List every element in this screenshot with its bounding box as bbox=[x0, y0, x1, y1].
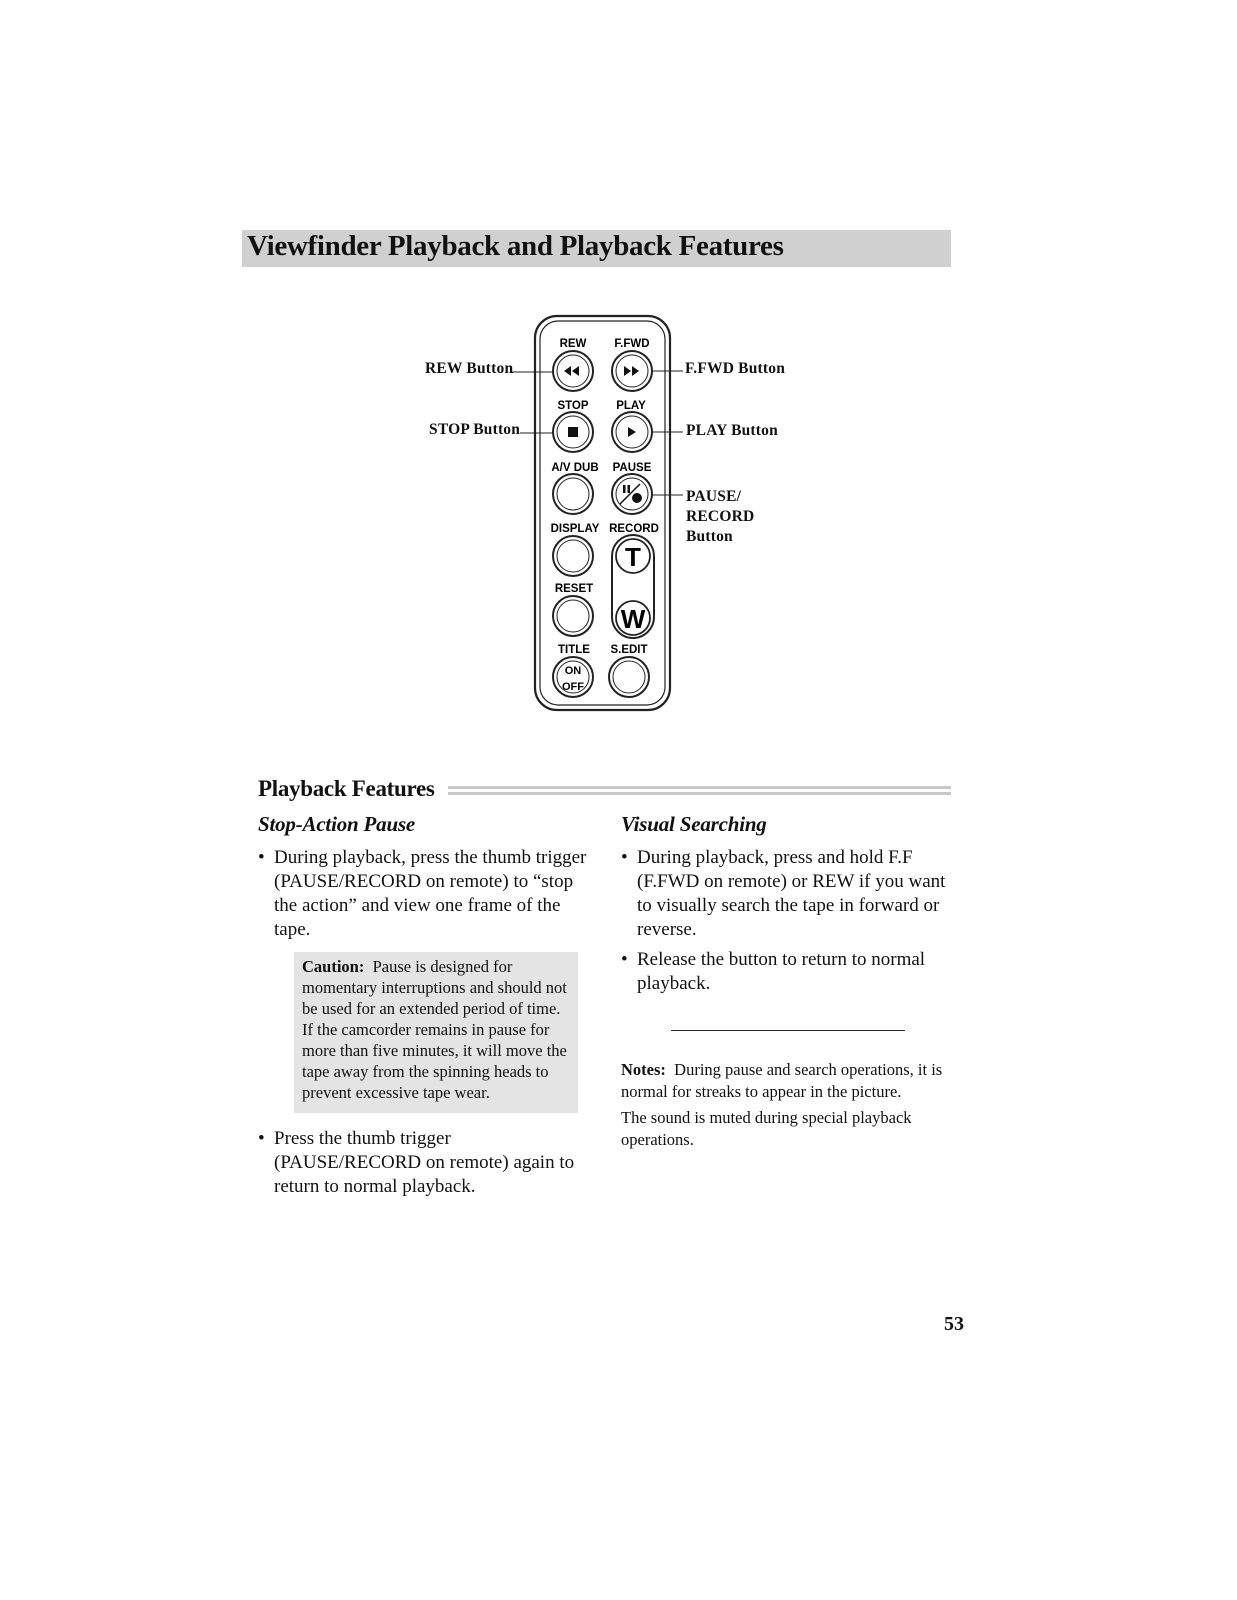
stop-icon bbox=[568, 427, 578, 437]
zoom-w-text: W bbox=[620, 604, 646, 634]
record-label: RECORD bbox=[609, 523, 659, 535]
sedit-label: S.EDIT bbox=[610, 644, 648, 656]
play-callout: PLAY Button bbox=[686, 422, 778, 439]
title-label: TITLE bbox=[558, 644, 590, 656]
display-label: DISPLAY bbox=[550, 523, 600, 535]
sedit-button[interactable] bbox=[609, 657, 649, 697]
page-number: 53 bbox=[944, 1313, 964, 1335]
zoom-tele-button[interactable] bbox=[616, 539, 650, 573]
section-rule-top bbox=[448, 786, 951, 789]
ffwd-button[interactable] bbox=[612, 351, 652, 391]
stop-callout: STOP Button bbox=[429, 421, 521, 438]
pause-callout-line3: Button bbox=[686, 528, 733, 545]
playback-features-heading: Playback Features bbox=[258, 775, 441, 803]
stop-action-bullet-2: • Press the thumb trigger (PAUSE/RECORD on remote) again to return to normal playback. bbox=[258, 1127, 598, 1199]
play-button[interactable] bbox=[612, 412, 652, 452]
page-title: Viewfinder Playback and Playback Features bbox=[247, 230, 784, 262]
play-label: PLAY bbox=[616, 400, 646, 412]
stop-button[interactable] bbox=[553, 412, 593, 452]
section-rule-bottom bbox=[448, 792, 951, 795]
stop-action-list bbox=[258, 846, 598, 942]
caution-box bbox=[294, 952, 578, 1113]
rew-button[interactable] bbox=[553, 351, 593, 391]
stop-action-list-2 bbox=[258, 1127, 598, 1199]
notes-block bbox=[621, 1059, 951, 1151]
remote-diagram bbox=[420, 312, 840, 712]
rew-callout: REW Button bbox=[425, 360, 514, 377]
ffwd-label: F.FWD bbox=[614, 338, 650, 350]
on-text: ON bbox=[564, 665, 582, 677]
ffwd-callout: F.FWD Button bbox=[685, 360, 786, 377]
pause-callout-line2: RECORD bbox=[686, 508, 755, 525]
notes-label: Notes: bbox=[621, 1060, 666, 1079]
rew-label: REW bbox=[559, 338, 587, 350]
visual-searching-list bbox=[621, 846, 951, 996]
pause-label: PAUSE bbox=[612, 462, 652, 474]
zoom-t-text: T bbox=[625, 542, 641, 572]
zoom-wide-button[interactable] bbox=[616, 601, 650, 635]
visual-searching-bullet-2: • Release the button to return to normal playback. bbox=[621, 948, 951, 996]
visual-searching-heading: Visual Searching bbox=[621, 812, 767, 836]
off-text: OFF bbox=[562, 681, 584, 693]
visual-searching-bullet-1: • During playback, press and hold F.F (F.FWD on remote) or REW if you want to visually search the tape in forward or reverse. bbox=[621, 846, 951, 942]
avdub-label: A/V DUB bbox=[551, 462, 599, 474]
stop-action-heading: Stop-Action Pause bbox=[258, 812, 416, 836]
caution-label: Caution: bbox=[302, 957, 365, 976]
title-bar bbox=[242, 230, 951, 267]
pause-callout-line1: PAUSE/ bbox=[686, 488, 742, 505]
playback-features-header bbox=[258, 775, 951, 805]
visual-searching-column bbox=[621, 810, 951, 1155]
reset-label: RESET bbox=[554, 583, 594, 595]
display-button[interactable] bbox=[553, 536, 593, 576]
notes-text-1: During pause and search operations, it is normal for streaks to appear in the picture. bbox=[621, 1060, 943, 1101]
pause-record-button[interactable] bbox=[612, 474, 652, 514]
pause-record-callout bbox=[686, 487, 754, 547]
stop-action-bullet-1: • During playback, press the thumb trigger (PAUSE/RECORD on remote) to “stop the action” and view one frame of the tape. bbox=[258, 846, 598, 942]
reset-button[interactable] bbox=[553, 596, 593, 636]
notes-text-2: The sound is muted during special playback operations. bbox=[621, 1108, 912, 1149]
avdub-button[interactable] bbox=[553, 474, 593, 514]
stop-label: STOP bbox=[557, 400, 589, 412]
notes-divider bbox=[671, 1030, 905, 1031]
title-onoff-button[interactable] bbox=[553, 657, 593, 697]
caution-text: Pause is designed for momentary interruptions and should not be used for an extended period of time. If the camcorder remains in pause for more than five minutes, it will move the tape away from the spinning heads to prevent excessive tape wear. bbox=[302, 957, 567, 1102]
stop-action-column bbox=[258, 810, 598, 1205]
